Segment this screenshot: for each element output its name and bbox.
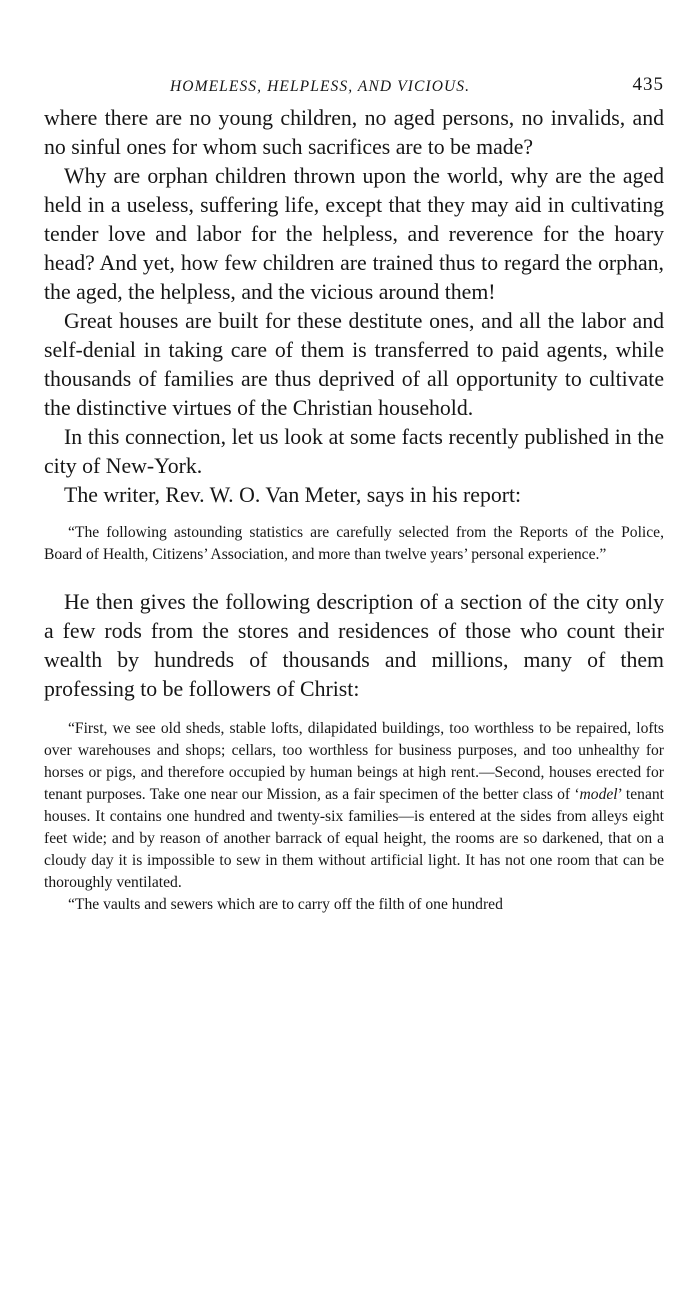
quote-vaults: “The vaults and sewers which are to carry off the filth of one hundred: [68, 896, 503, 913]
running-title: HOMELESS, HELPLESS, AND VICIOUS.: [170, 78, 471, 95]
paragraph-great-houses: Great houses are built for these destitute ones, and all the labor and self-denial in taking care of them is transferred to paid agents, while thousands of families are thus deprived of all opportunity to cultivate the distinctive virtues of the Christian household.: [44, 309, 664, 420]
paragraph-connection: In this connection, let us look at some facts recently published in the city of New-York.: [44, 425, 664, 478]
book-page: [44, 72, 664, 916]
quote-tenements: [44, 718, 664, 894]
paragraph-continuation: where there are no young children, no aged persons, no invalids, and no sinful ones for whom such sacrifices are to be made?: [44, 106, 664, 159]
page-number: 435: [632, 74, 664, 95]
quote-statistics: “The following astounding statistics are carefully selected from the Reports of the Police, Board of Health, Citizens’ Association, and more than twelve years’ personal experience.”: [44, 524, 664, 563]
paragraph-writer: The writer, Rev. W. O. Van Meter, says in his report:: [64, 483, 522, 507]
paragraph-description: He then gives the following description of a section of the city only a few rods from the stores and residences of those who count their wealth by hundreds of thousands and millions, many of them professing to be followers of Christ:: [44, 590, 664, 701]
quote-tenements-part2: ’ tenant houses. It contains one hundred and twenty-six families—is entered at the sides from alleys eight feet wide; and by reason of another barrack of equal height, the rooms are so darkened, that on a cloudy day it is impossible to sew in them without artificial light. It has not one room that can be thoroughly ventilated.: [44, 786, 664, 891]
quote-tenements-part1: “First, we see old sheds, stable lofts, dilapidated buildings, too worthless to be repaired, lofts over warehouses and shops; cellars, too worthless for business purposes, and too unhealthy for horses or pigs, and therefore occupied by human beings at high rent.—Second, houses erected for tenant purposes. Take one near our Mission, as a fair specimen of the better class of ‘: [44, 720, 664, 803]
quote-emphasis-model: model: [579, 786, 618, 803]
running-head: [44, 72, 664, 104]
paragraph-orphans: Why are orphan children thrown upon the world, why are the aged held in a useless, suffering life, except that they may aid in cultivating tender love and labor for the helpless, and reverence for the hoary head? And yet, how few children are trained thus to regard the orphan, the aged, the helpless, and the vicious around them!: [44, 164, 664, 304]
